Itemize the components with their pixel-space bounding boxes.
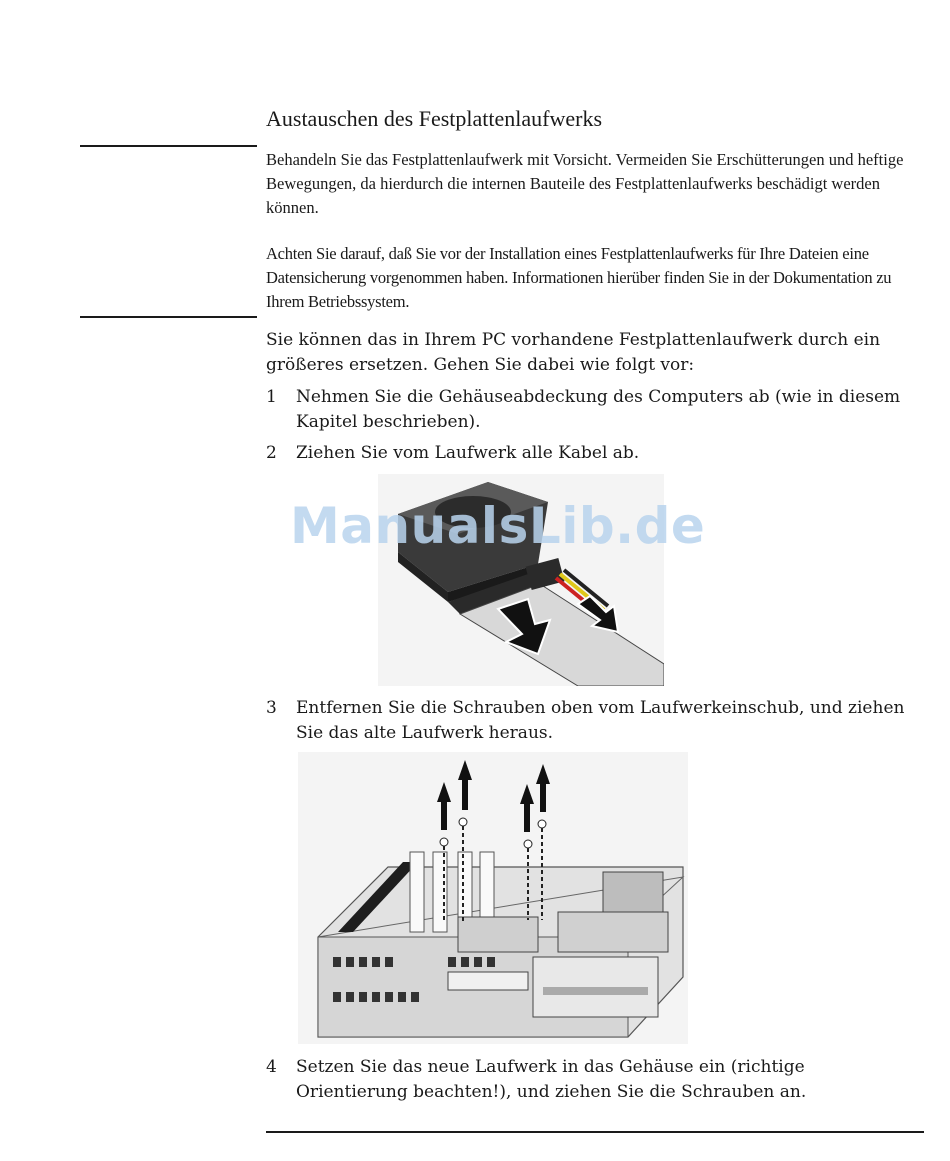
note-top-rule (80, 145, 257, 147)
screw-icon (459, 818, 467, 826)
step-number: 1 (266, 387, 277, 407)
step-text: Setzen Sie das neue Laufwerk in das Gehäuse ein (richtige Orientierung beachten!), und ziehen Sie die Schrauben an. (296, 1057, 807, 1102)
screw-icon (440, 838, 448, 846)
screw-icon (538, 820, 546, 828)
note-bottom-rule (80, 316, 257, 318)
figure-remove-screws (298, 752, 688, 1044)
screw-icon (524, 840, 532, 848)
step-text: Nehmen Sie die Gehäuseabdeckung des Computers ab (wie in diesem Kapitel beschrieben). (296, 387, 901, 432)
intro-paragraph: Sie können das in Ihrem PC vorhandene Festplattenlaufwerk durch ein größeres ersetzen. Gehen Sie dabei wie folgt vor: (266, 330, 881, 375)
step-number: 4 (266, 1057, 277, 1077)
step-number: 2 (266, 443, 277, 463)
watermark: ManualsLib.de (290, 497, 706, 555)
section-title: Austauschen des Festplattenlaufwerks (266, 106, 603, 131)
step-text: Entfernen Sie die Schrauben oben vom Laufwerkeinschub, und ziehen Sie das alte Laufwerk heraus. (296, 698, 905, 743)
page-bottom-rule (266, 1131, 924, 1133)
caution-note: Behandeln Sie das Festplattenlaufwerk mit Vorsicht. Vermeiden Sie Erschütterungen und heftige Bewegungen, da hierdurch die internen Bauteile des Festplattenlaufwerks beschädigt werden können. (266, 150, 904, 217)
backup-note: Achten Sie darauf, daß Sie vor der Installation eines Festplattenlaufwerks für Ihre Dateien eine Datensicherung vorgenommen haben. Informationen hierüber finden Sie in der Dokumentation zu Ihrem Betriebssystem. (266, 244, 892, 311)
step-number: 3 (266, 698, 277, 718)
step-text: Ziehen Sie vom Laufwerk alle Kabel ab. (296, 443, 640, 463)
